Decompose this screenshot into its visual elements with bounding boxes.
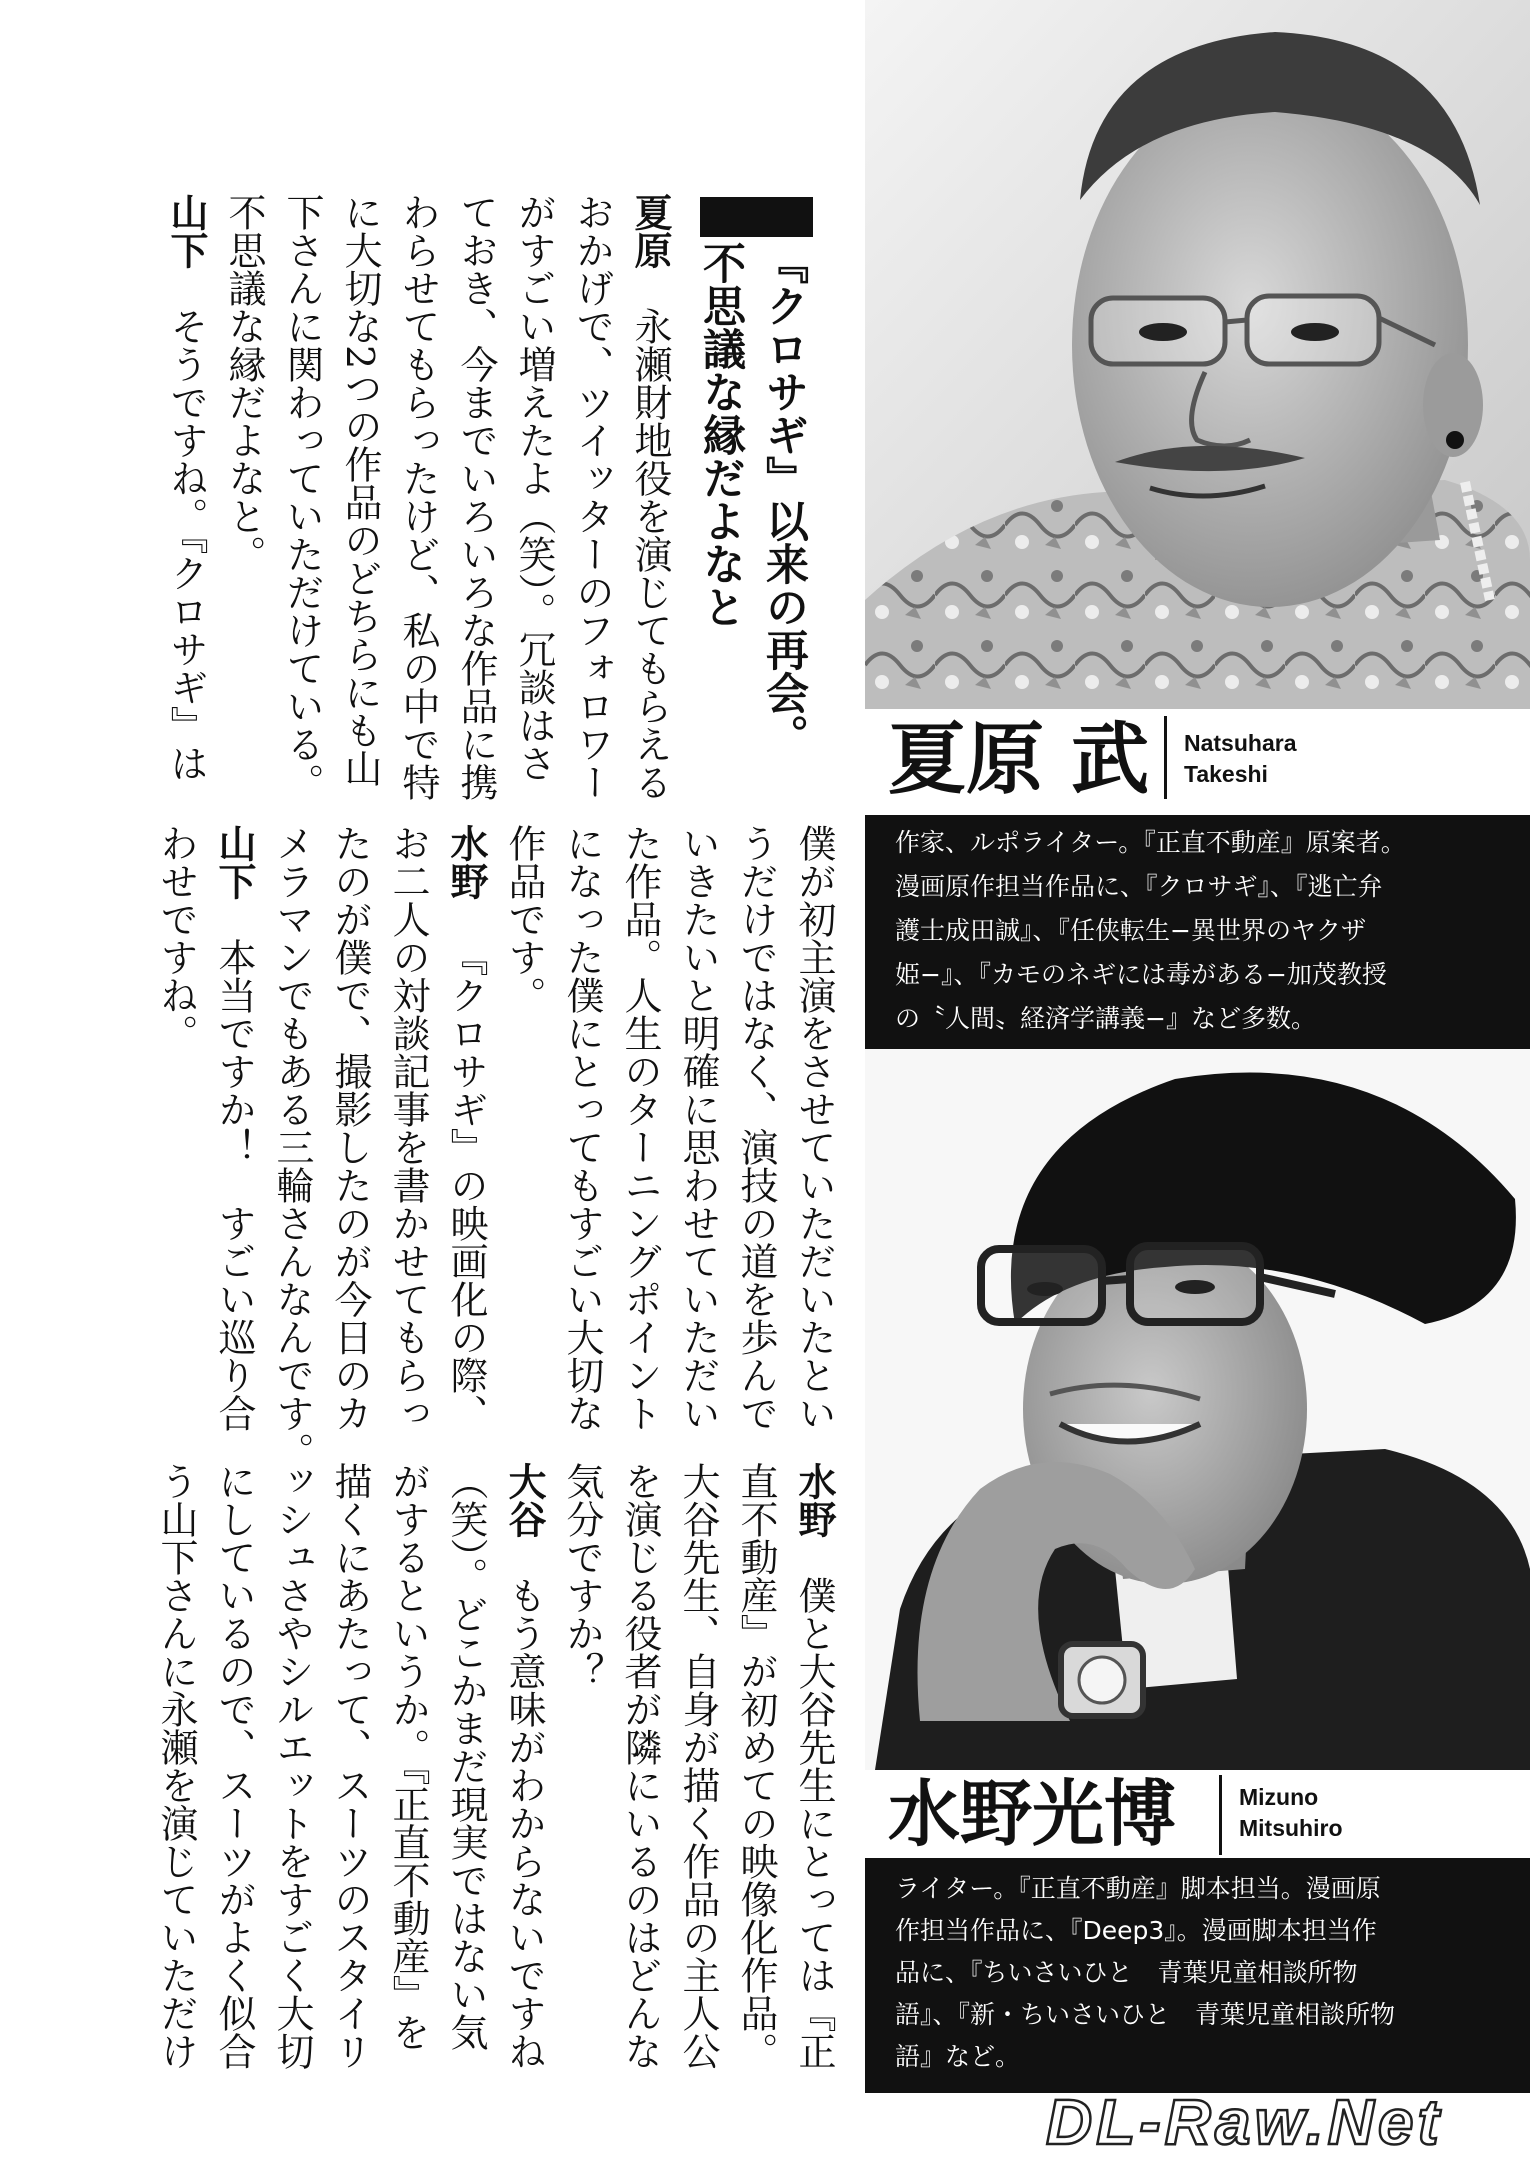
bio-line: ライター。『正直不動産』脚本担当。漫画原 (895, 1874, 1381, 1903)
bio-line: 品に、『ちいさいひと 青葉児童相談所物 (895, 1958, 1358, 1987)
speech-text: 『クロサギ』の映画化の際、 (444, 938, 488, 1432)
text-column (157, 193, 215, 813)
speech-text: 僕と大谷先生にとっては『正 (792, 1576, 836, 2070)
person-name-romaji (1184, 728, 1296, 790)
text-column: うだけではなく、演技の道を歩んで (734, 824, 778, 1432)
nameplate-natsuhara (865, 709, 1530, 815)
text-column: 下さんに関わっていただけている。 (280, 193, 324, 801)
text-column: がするというか。『正直不動産』を (386, 1462, 430, 2051)
text-column: た作品。人生のターニングポイント (618, 824, 662, 1432)
text-column: 僕が初主演をさせていただいたとい (792, 824, 836, 1432)
person-name: 水野光博 (888, 1772, 1177, 1856)
right-eye (1175, 1280, 1215, 1294)
text-column: 作品です。 (502, 824, 546, 1014)
wristwatch (1061, 1644, 1143, 1716)
text-column: いきたいと明確に思わせていただい (676, 824, 720, 1432)
romaji-line: Mitsuhiro (1239, 1815, 1343, 1841)
text-column: う山下さんに永瀬を演じていただけ (154, 1462, 198, 2070)
text-column: 直不動産』が初めての映像化作品。 (734, 1462, 778, 2070)
text-column: にしているので、スーツがよく似合 (212, 1462, 256, 2070)
bio-line: 語』など。 (895, 2042, 1021, 2071)
text-column (621, 193, 679, 813)
person-name-romaji (1239, 1782, 1343, 1844)
text-column: （笑）。どこかまだ現実ではない気 (444, 1462, 488, 2051)
speech-text: 本当ですか！ すごい巡り合 (212, 938, 256, 1432)
article-middle-text (147, 824, 843, 1470)
romaji-line: Natsuhara (1184, 730, 1297, 756)
bio-line: 作家、ルポライター。『正直不動産』原案者。 (895, 828, 1406, 857)
portrait-photo-natsuhara (865, 0, 1530, 709)
speaker-label: 水野 (792, 1462, 836, 1538)
speech-text: そうですね。『クロサギ』は (164, 307, 208, 782)
left-eye (1139, 323, 1187, 341)
text-column (495, 1462, 553, 2082)
speaker-label: 大谷 (502, 1462, 546, 1538)
text-column: 大谷先生、自身が描く作品の主人公 (676, 1462, 720, 2070)
right-eye (1291, 323, 1339, 341)
text-column (785, 1462, 843, 2082)
text-column: 気分ですか？ (560, 1462, 604, 1690)
speaker-label: 水野 (444, 824, 488, 900)
text-column: に大切な2つの作品のどちらにも山 (338, 193, 382, 788)
portrait-illustration (865, 1049, 1530, 1770)
name-divider (1164, 716, 1167, 799)
bio-line: の〝人間〟経済学講義−』など多数。 (895, 1004, 1316, 1033)
portrait-photo-mizuno (865, 1049, 1530, 1770)
speaker-label: 山下 (164, 193, 208, 269)
nameplate-mizuno (865, 1770, 1530, 1858)
heading-line: 不思議な縁だよなと (696, 241, 746, 628)
bio-line: 漫画原作担当作品に、『クロサギ』、『逃亡弁 (895, 872, 1383, 901)
left-eye (1027, 1282, 1063, 1296)
text-column: 不思議な縁だよなと。 (222, 193, 266, 573)
bio-line: 護士成田誠』、『任侠転生−異世界のヤクザ (895, 916, 1366, 945)
bio-line: 作担当作品に、『Deep3』。漫画脚本担当作 (895, 1916, 1377, 1945)
name-divider (1219, 1775, 1222, 1855)
text-column: おかげで、ツイッターのフォロワー (570, 193, 614, 801)
text-column (437, 824, 495, 1444)
speech-text: もう意味がわからないですね (502, 1576, 546, 2070)
text-column: わせですね。 (154, 824, 198, 1052)
text-column: ッシュさやシルエットをすごく大切 (270, 1462, 314, 2070)
watermark: DL-Raw.Net (1046, 2086, 1443, 2158)
speaker-label: 山下 (212, 824, 256, 900)
bio-line: 姫−』、『カモのネギには毒がある−加茂教授 (895, 960, 1387, 989)
speech-text: 永瀬財地役を演じてもらえる (628, 307, 672, 801)
text-column: がすごい増えたよ（笑）。冗談はさ (512, 193, 556, 782)
text-column: ておき、今までいろいろな作品に携 (454, 193, 498, 801)
person-name: 夏原 武 (888, 715, 1150, 805)
article-lower-text (147, 1462, 843, 2082)
text-column: になった僕にとってもすごい大切な (560, 824, 604, 1432)
text-column: メラマンでもある三輪さんなんです。 (270, 824, 314, 1470)
section-heading (689, 241, 815, 781)
article-upper-text (157, 193, 679, 813)
romaji-line: Takeshi (1184, 761, 1268, 787)
profile-bio-mizuno (865, 1858, 1530, 2093)
speaker-label: 夏原 (628, 193, 672, 269)
text-column (205, 824, 263, 1444)
text-column: を演じる役者が隣にいるのはどんな (618, 1462, 662, 2070)
text-column: お二人の対談記事を書かせてもらっ (386, 824, 430, 1432)
earring (1446, 431, 1464, 449)
heading-bar (700, 197, 813, 237)
portrait-illustration (865, 0, 1530, 709)
text-column: 描くにあたって、スーツのスタイリ (328, 1462, 372, 2070)
profile-bio-natsuhara (865, 815, 1530, 1049)
bio-line: 語』、『新・ちいさいひと 青葉児童相談所物 (895, 2000, 1396, 2029)
text-column: たのが僕で、撮影したのが今日のカ (328, 824, 372, 1432)
text-column: わらせてもらったけど、私の中で特 (396, 193, 440, 801)
heading-line: 『クロサギ』以来の再会。 (759, 241, 809, 757)
romaji-line: Mizuno (1239, 1784, 1319, 1810)
